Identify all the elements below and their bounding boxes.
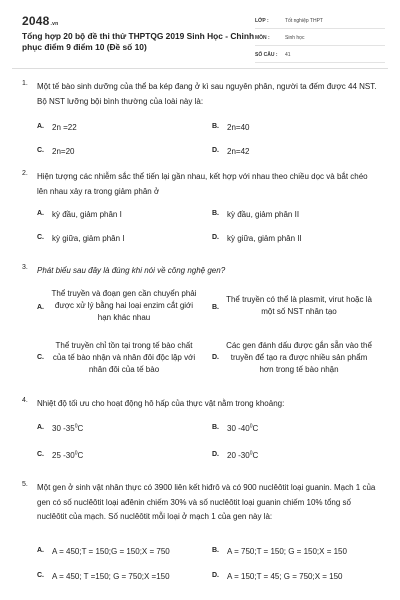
option-letter: B. <box>212 304 219 311</box>
option-letter: D. <box>212 451 219 458</box>
option-letter: A. <box>37 210 44 217</box>
option-letter: B. <box>212 547 219 554</box>
option-text: A = 750;T = 150; G = 150;X = 150 <box>227 547 347 556</box>
option-letter: A. <box>37 304 44 311</box>
meta-value: Sinh học <box>285 35 305 41</box>
site-logo[interactable] <box>22 14 58 28</box>
unit-text: C <box>252 424 259 433</box>
meta-label: MÔN : <box>255 35 270 41</box>
option-text: 2n=40 <box>227 123 250 132</box>
degree-sup: 0 <box>249 450 253 457</box>
option-text: kỳ đầu, giảm phân I <box>52 210 122 219</box>
option-text: 2n =22 <box>52 123 77 132</box>
option-text: 2n=20 <box>52 147 75 156</box>
option-letter: B. <box>212 210 219 217</box>
unit-text: C <box>77 424 84 433</box>
page-header <box>0 0 400 66</box>
meta-panel <box>255 16 385 67</box>
question-text: Phát biểu sau đây là đúng khi nói về công nghệ gen? <box>37 266 226 275</box>
value-text: 20 -30 <box>227 451 250 460</box>
option-text: Các gen đánh dấu được gắn sẵn vào thể truyền để tạo ra được nhiều sản phẩm hơn trong tế bào nhận <box>226 341 372 375</box>
option-text: kỳ giữa, giảm phân I <box>52 234 125 243</box>
option-letter: A. <box>37 547 44 554</box>
unit-text: C <box>252 451 259 460</box>
logo-suffix: .vn <box>50 21 59 27</box>
meta-value: Tốt nghiệp THPT <box>285 18 323 24</box>
value-text: 30 -35 <box>52 424 75 433</box>
meta-label: SỐ CÂU : <box>255 52 278 58</box>
option-letter: C. <box>37 147 44 154</box>
meta-row-subject <box>255 33 385 46</box>
logo-text: 2048 <box>22 14 50 28</box>
option-text: Thể truyền chỉ tồn tại trong tế bào chất của tế bào nhận và nhân đôi độc lập với nhân đôi của tế bào <box>52 341 196 375</box>
option-text: A = 150;T = 45; G = 750;X = 150 <box>227 572 343 581</box>
degree-sup: 0 <box>74 450 78 457</box>
option-letter: B. <box>212 424 219 431</box>
question-text: Một tế bào sinh dưỡng của thể ba kép đang ở kì sau nguyên phân, người ta đếm được 44 NST. Bộ NST lưỡng bội bình thường của loài này là: <box>37 82 377 106</box>
meta-row-count <box>255 50 385 63</box>
option-text: 2n=42 <box>227 147 250 156</box>
option-letter: C. <box>37 572 44 579</box>
option-letter: A. <box>37 424 44 431</box>
option-text: Thể truyền có thể là plasmit, virut hoặc là một số NST nhân tạo <box>226 295 372 317</box>
meta-label: LỚP : <box>255 18 269 24</box>
header-divider <box>12 68 388 69</box>
question-text: Hiện tượng các nhiễm sắc thể tiến lại gần nhau, kết hợp với nhau theo chiều dọc và bắt chéo lên nhau xảy ra trong giảm phân ở <box>37 172 368 196</box>
question-number: 5. <box>22 481 28 488</box>
option-text <box>52 424 83 433</box>
option-letter: C. <box>37 354 44 361</box>
option-text: A = 450;T = 150;G = 150;X = 750 <box>52 547 170 556</box>
option-letter: D. <box>212 354 219 361</box>
option-text: kỳ giữa, giảm phân II <box>227 234 302 243</box>
unit-text: C <box>77 451 84 460</box>
option-text <box>227 451 258 460</box>
option-letter: C. <box>37 451 44 458</box>
document-title: Tổng hợp 20 bộ đề thi thử THPTQG 2019 Sinh Học - Chinh phục điểm 9 điểm 10 (Đề số 10) <box>22 31 255 52</box>
question-number: 3. <box>22 264 28 271</box>
meta-value: 41 <box>285 52 291 58</box>
option-letter: D. <box>212 572 219 579</box>
option-letter: D. <box>212 147 219 154</box>
question-number: 4. <box>22 397 28 404</box>
question-text: Nhiệt độ tối ưu cho hoạt động hô hấp của thực vật nằm trong khoảng: <box>37 399 285 408</box>
question-number: 2. <box>22 170 28 177</box>
meta-row-class <box>255 16 385 29</box>
option-text <box>52 451 83 460</box>
option-text <box>227 424 258 433</box>
value-text: 25 -30 <box>52 451 75 460</box>
option-letter: A. <box>37 123 44 130</box>
option-letter: C. <box>37 234 44 241</box>
option-letter: D. <box>212 234 219 241</box>
option-text: Thể truyền và đoạn gen cần chuyển phải được xử lý bằng hai loại enzim cắt giới hạn khác nhau <box>51 289 197 323</box>
question-number: 1. <box>22 80 28 87</box>
option-text: A = 450; T =150; G = 750;X =150 <box>52 572 170 581</box>
option-text: kỳ đầu, giảm phân II <box>227 210 300 219</box>
degree-sup: 0 <box>74 423 78 430</box>
option-letter: B. <box>212 123 219 130</box>
degree-sup: 0 <box>249 423 253 430</box>
value-text: 30 -40 <box>227 424 250 433</box>
question-text: Một gen ở sinh vật nhân thực có 3900 liên kết hiđrô và có 900 nuclêôtit loại guanin. Mạch 1 của gen có số nuclêôtit loại ađênin chiếm 30% và số nuclêôtit loại guanin chiếm 10% tổng số nuclêôtit của mạch. Số nuclêôtit mỗi loại ở mạch 1 của gen này là: <box>37 483 376 521</box>
